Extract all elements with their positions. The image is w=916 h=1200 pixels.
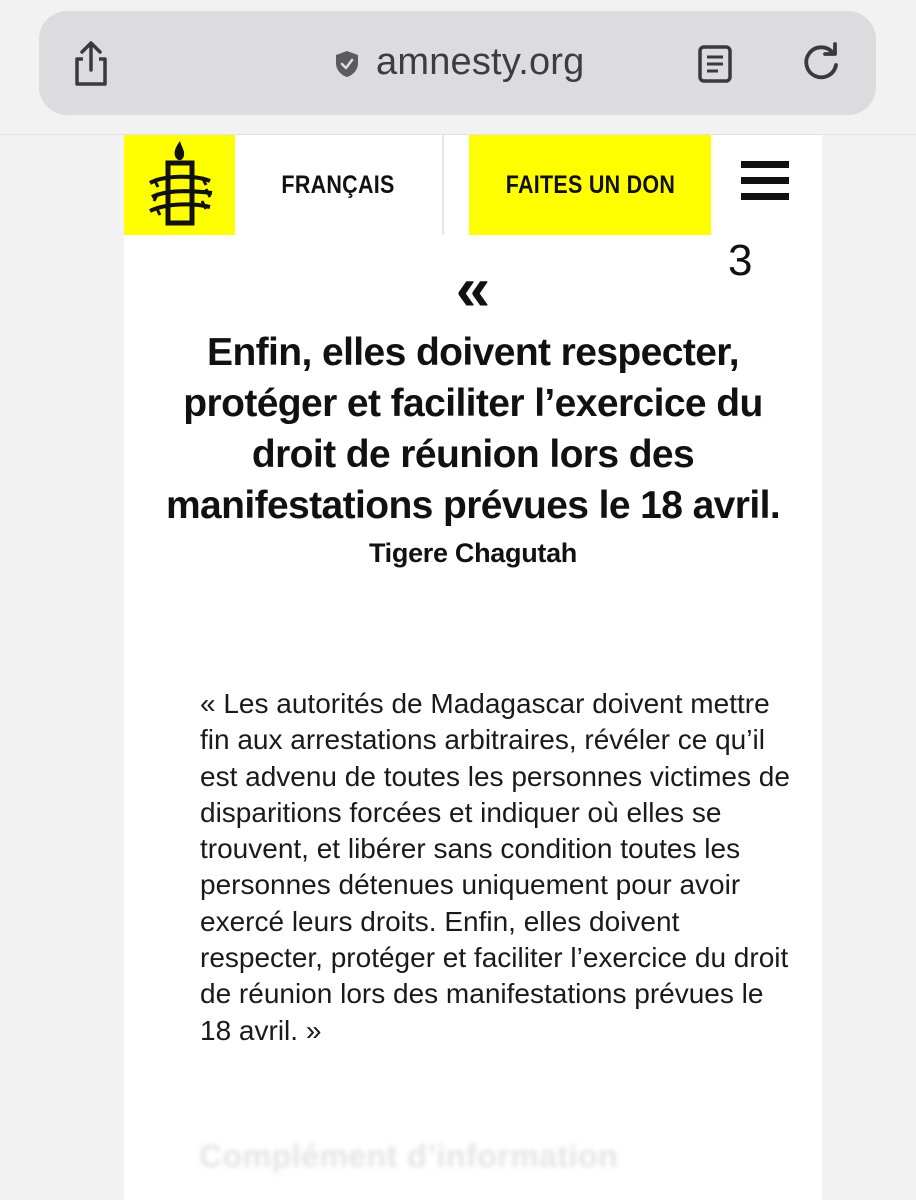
section-heading: Complément d’information — [199, 1138, 619, 1174]
shield-icon — [335, 50, 359, 78]
quote-author: Tigere Chagutah — [368, 538, 578, 568]
language-link[interactable]: FRANÇAIS — [281, 170, 395, 199]
url-text[interactable]: amnesty.org — [376, 41, 585, 83]
reload-icon[interactable] — [800, 42, 842, 84]
pull-quote — [164, 327, 782, 531]
image-counter: 3 — [728, 236, 753, 285]
candle-logo-icon — [124, 135, 235, 235]
quote-mark: « — [455, 255, 491, 324]
hamburger-menu-icon[interactable] — [741, 161, 791, 201]
donate-label: FAITES UN DON — [505, 170, 675, 199]
header-divider — [442, 135, 444, 235]
amnesty-logo[interactable] — [124, 135, 235, 235]
article-paragraph: « Les autorités de Madagascar doivent mettre fin aux arrestations arbitraires, révéler ce qu’il est advenu de toutes les personnes victimes de disparitions forcées et indiquer où elles se trouvent, et libérer sans condition toutes les personnes détenues uniquement pour avoir exercé leurs droits. Enfin, elles doivent respecter, protéger et faciliter l’exercice du droit de réunion lors des manifestations prévues le 18 avril. » — [200, 688, 790, 1046]
pull-quote-text: Enfin, elles doivent respecter, protéger et faciliter l’exercice du droit de réunion lors des manifestations prévues le 18 avril. — [165, 331, 781, 527]
donate-button[interactable] — [469, 135, 711, 235]
site-header — [124, 135, 822, 235]
reader-view-icon[interactable] — [697, 44, 733, 84]
browser-toolbar — [0, 0, 916, 135]
web-page — [124, 135, 822, 1200]
share-icon[interactable] — [70, 40, 112, 88]
